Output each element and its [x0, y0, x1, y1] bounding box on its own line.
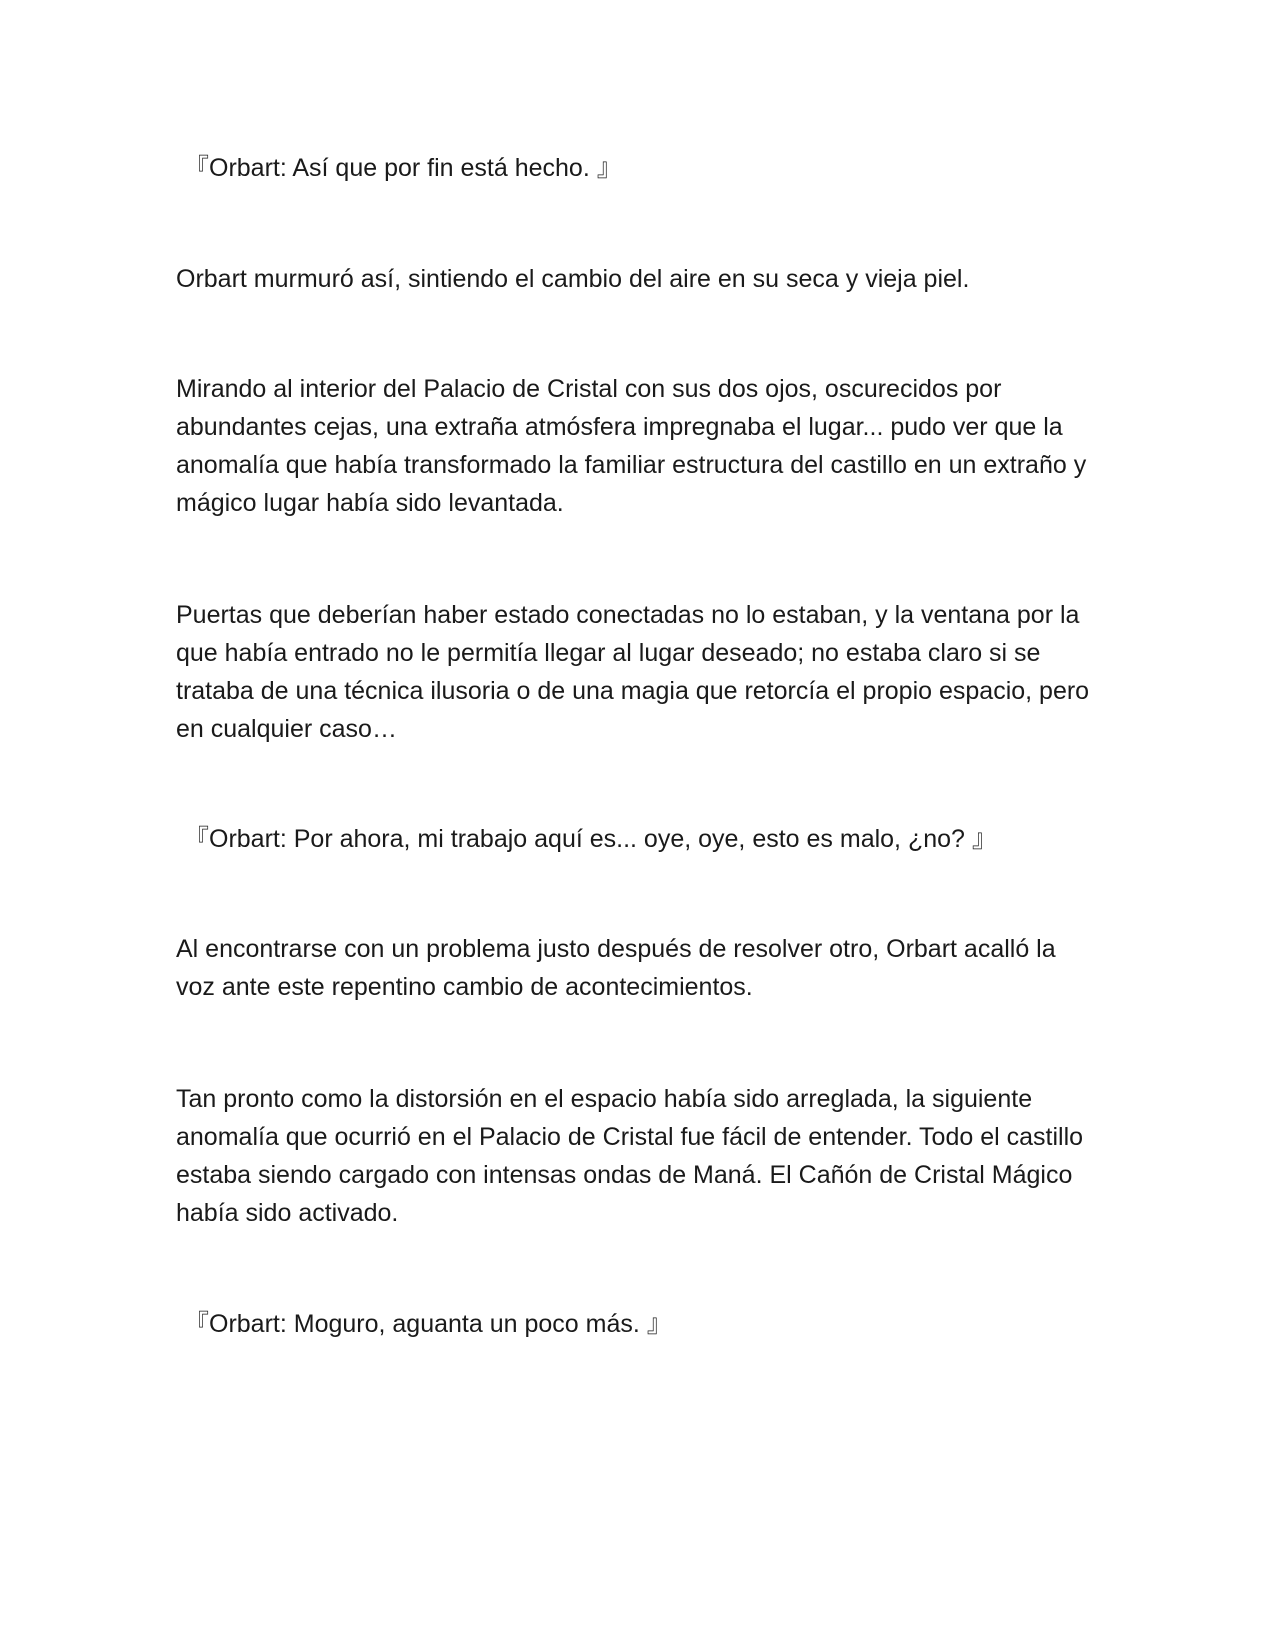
narration-paragraph-5: Tan pronto como la distorsión en el espacio había sido arreglada, la siguiente anomalía que ocurrió en el Palacio de Cristal fue fácil de entender. Todo el castillo estaba siendo cargado con intensas ondas de Maná. El Cañón de Cristal Mágico había sido activado. [176, 1085, 1084, 1227]
narration-paragraph-2: Mirando al interior del Palacio de Cristal con sus dos ojos, oscurecidos por abundantes cejas, una extraña atmósfera impregnaba el lugar... pudo ver que la anomalía que había transformado la familiar estructura del castillo en un extraño y mágico lugar había sido levantada. [176, 375, 1087, 517]
dialogue-line-3: 『Orbart: Moguro, aguanta un poco más. 』 [184, 1310, 672, 1338]
dialogue-line-2: 『Orbart: Por ahora, mi trabajo aquí es... oye, oye, esto es malo, ¿no? 』 [184, 825, 997, 853]
dialogue-line-1: 『Orbart: Así que por fin está hecho. 』 [184, 154, 622, 182]
narration-paragraph-1: Orbart murmuró así, sintiendo el cambio del aire en su seca y vieja piel. [176, 265, 970, 293]
narration-paragraph-3: Puertas que deberían haber estado conectadas no lo estaban, y la ventana por la que había entrado no le permitía llegar al lugar deseado; no estaba claro si se trataba de una técnica ilusoria o de una magia que retorcía el propio espacio, pero en cualquier caso… [176, 601, 1090, 743]
narration-paragraph-4: Al encontrarse con un problema justo después de resolver otro, Orbart acalló la voz ante este repentino cambio de acontecimientos. [176, 935, 1056, 1001]
